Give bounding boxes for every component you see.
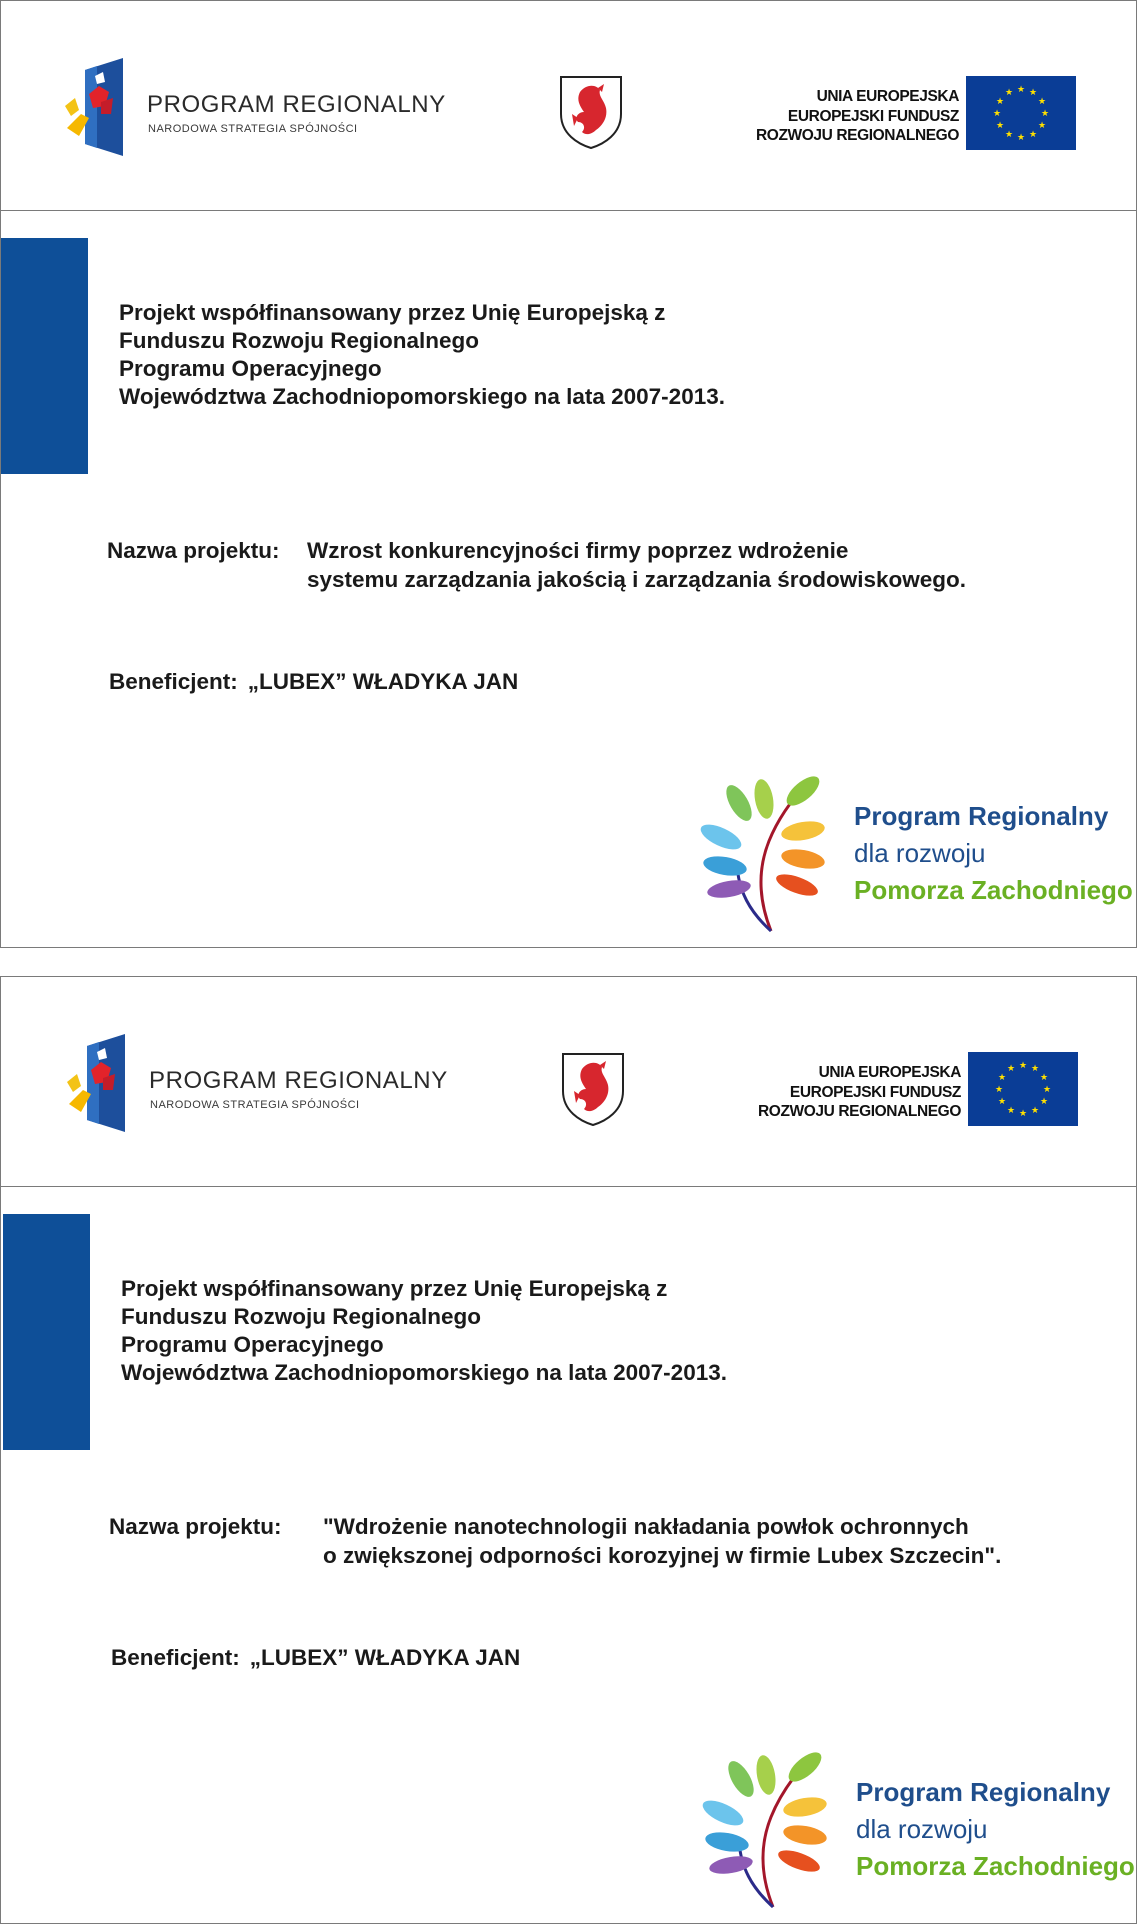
prz-line-2: dla rozwoju bbox=[854, 838, 986, 868]
svg-text:★: ★ bbox=[1028, 88, 1038, 98]
blue-accent-bar bbox=[3, 1214, 90, 1450]
cofinancing-line-4: Województwa Zachodniopomorskiego na lata 2007-2013. bbox=[121, 1360, 727, 1385]
prz-logo-text bbox=[854, 798, 1133, 909]
eu-line-3: ROZWOJU REGIONALNEGO bbox=[756, 127, 959, 144]
eu-line-1: UNIA EUROPEJSKA bbox=[816, 88, 959, 105]
logo-header bbox=[1, 977, 1136, 1187]
beneficiary bbox=[111, 1645, 520, 1671]
beneficiary-name: „LUBEX” WŁADYKA JAN bbox=[247, 669, 519, 694]
prz-logo-text bbox=[856, 1774, 1135, 1885]
nss-flag-icon bbox=[65, 58, 125, 158]
project-name-line-1: "Wdrożenie nanotechnologii nakładania powłok ochronnych bbox=[323, 1514, 969, 1539]
program-regionalny-title: PROGRAM REGIONALNY bbox=[147, 91, 446, 118]
prz-line-2: dla rozwoju bbox=[856, 1814, 988, 1844]
svg-text:★: ★ bbox=[1030, 1064, 1040, 1074]
griffin-crest-icon bbox=[558, 74, 624, 150]
cofinancing-line-3: Programu Operacyjnego bbox=[121, 1332, 384, 1357]
svg-text:★: ★ bbox=[1037, 121, 1047, 131]
leaf-branch-icon bbox=[699, 771, 834, 936]
prz-line-3: Pomorza Zachodniego bbox=[856, 1851, 1135, 1881]
cofinancing-statement bbox=[121, 1275, 727, 1387]
info-board-1 bbox=[0, 0, 1137, 948]
cofinancing-line-2: Funduszu Rozwoju Regionalnego bbox=[121, 1304, 481, 1329]
cofinancing-statement bbox=[119, 299, 725, 411]
svg-text:★: ★ bbox=[995, 97, 1005, 107]
cofinancing-line-2: Funduszu Rozwoju Regionalnego bbox=[119, 328, 479, 353]
cofinancing-line-1: Projekt współfinansowany przez Unię Europejską z bbox=[121, 1276, 668, 1301]
program-regionalny-logo bbox=[65, 58, 445, 160]
leaf-branch-icon bbox=[701, 1747, 836, 1912]
program-regionalny-subtitle: NARODOWA STRATEGIA SPÓJNOŚCI bbox=[148, 123, 358, 135]
nss-flag-icon bbox=[67, 1034, 127, 1134]
svg-text:★: ★ bbox=[992, 109, 1002, 119]
project-name-label: Nazwa projektu: bbox=[107, 538, 280, 563]
blue-accent-bar bbox=[1, 238, 88, 474]
svg-text:★: ★ bbox=[1004, 88, 1014, 98]
svg-text:★: ★ bbox=[1039, 1097, 1049, 1107]
eu-line-2: EUROPEJSKI FUNDUSZ bbox=[787, 107, 959, 125]
project-name-line-2: systemu zarządzania jakością i zarządzania środowiskowego. bbox=[307, 567, 966, 592]
svg-text:★: ★ bbox=[1040, 109, 1050, 119]
svg-text:★: ★ bbox=[1030, 1106, 1040, 1116]
program-regionalny-logo bbox=[67, 1034, 447, 1136]
svg-text:★: ★ bbox=[995, 121, 1005, 131]
svg-text:★: ★ bbox=[997, 1097, 1007, 1107]
cofinancing-line-4: Województwa Zachodniopomorskiego na lata 2007-2013. bbox=[119, 384, 725, 409]
eu-flag-icon bbox=[968, 1052, 1078, 1126]
svg-text:★: ★ bbox=[997, 1073, 1007, 1083]
prz-line-3: Pomorza Zachodniego bbox=[854, 875, 1133, 905]
griffin-crest-icon bbox=[560, 1051, 626, 1127]
beneficiary bbox=[109, 669, 518, 695]
cofinancing-line-3: Programu Operacyjnego bbox=[119, 356, 382, 381]
svg-text:★: ★ bbox=[1016, 133, 1026, 143]
svg-text:★: ★ bbox=[1018, 1109, 1028, 1119]
prz-line-1: Program Regionalny bbox=[856, 1777, 1111, 1807]
project-name bbox=[307, 536, 966, 594]
svg-text:★: ★ bbox=[1006, 1106, 1016, 1116]
eu-flag-icon bbox=[966, 76, 1076, 150]
svg-text:★: ★ bbox=[1006, 1064, 1016, 1074]
svg-text:★: ★ bbox=[1042, 1085, 1052, 1095]
beneficiary-name: „LUBEX” WŁADYKA JAN bbox=[249, 1645, 521, 1670]
eu-line-2: EUROPEJSKI FUNDUSZ bbox=[789, 1083, 961, 1101]
logo-header bbox=[1, 1, 1136, 211]
svg-text:★: ★ bbox=[1018, 1061, 1028, 1071]
eu-fund-label bbox=[703, 1063, 961, 1122]
svg-text:★: ★ bbox=[1016, 85, 1026, 95]
svg-text:★: ★ bbox=[1028, 130, 1038, 140]
info-board-2 bbox=[0, 976, 1137, 1924]
project-name bbox=[323, 1512, 1001, 1570]
project-name-line-1: Wzrost konkurencyjności firmy poprzez wdrożenie bbox=[307, 538, 849, 563]
svg-text:★: ★ bbox=[1039, 1073, 1049, 1083]
project-name-line-2: o zwiększonej odporności korozyjnej w firmie Lubex Szczecin". bbox=[323, 1543, 1002, 1568]
beneficiary-label: Beneficjent: bbox=[109, 669, 238, 694]
eu-fund-label bbox=[701, 87, 959, 146]
cofinancing-line-1: Projekt współfinansowany przez Unię Europejską z bbox=[119, 300, 666, 325]
project-name-label: Nazwa projektu: bbox=[109, 1514, 282, 1539]
beneficiary-label: Beneficjent: bbox=[111, 1645, 240, 1670]
eu-line-1: UNIA EUROPEJSKA bbox=[818, 1064, 961, 1081]
svg-text:★: ★ bbox=[994, 1085, 1004, 1095]
svg-text:★: ★ bbox=[1037, 97, 1047, 107]
program-regionalny-subtitle: NARODOWA STRATEGIA SPÓJNOŚCI bbox=[150, 1099, 360, 1111]
svg-text:★: ★ bbox=[1004, 130, 1014, 140]
prz-line-1: Program Regionalny bbox=[854, 801, 1109, 831]
program-regionalny-title: PROGRAM REGIONALNY bbox=[149, 1067, 448, 1094]
eu-line-3: ROZWOJU REGIONALNEGO bbox=[758, 1103, 961, 1120]
